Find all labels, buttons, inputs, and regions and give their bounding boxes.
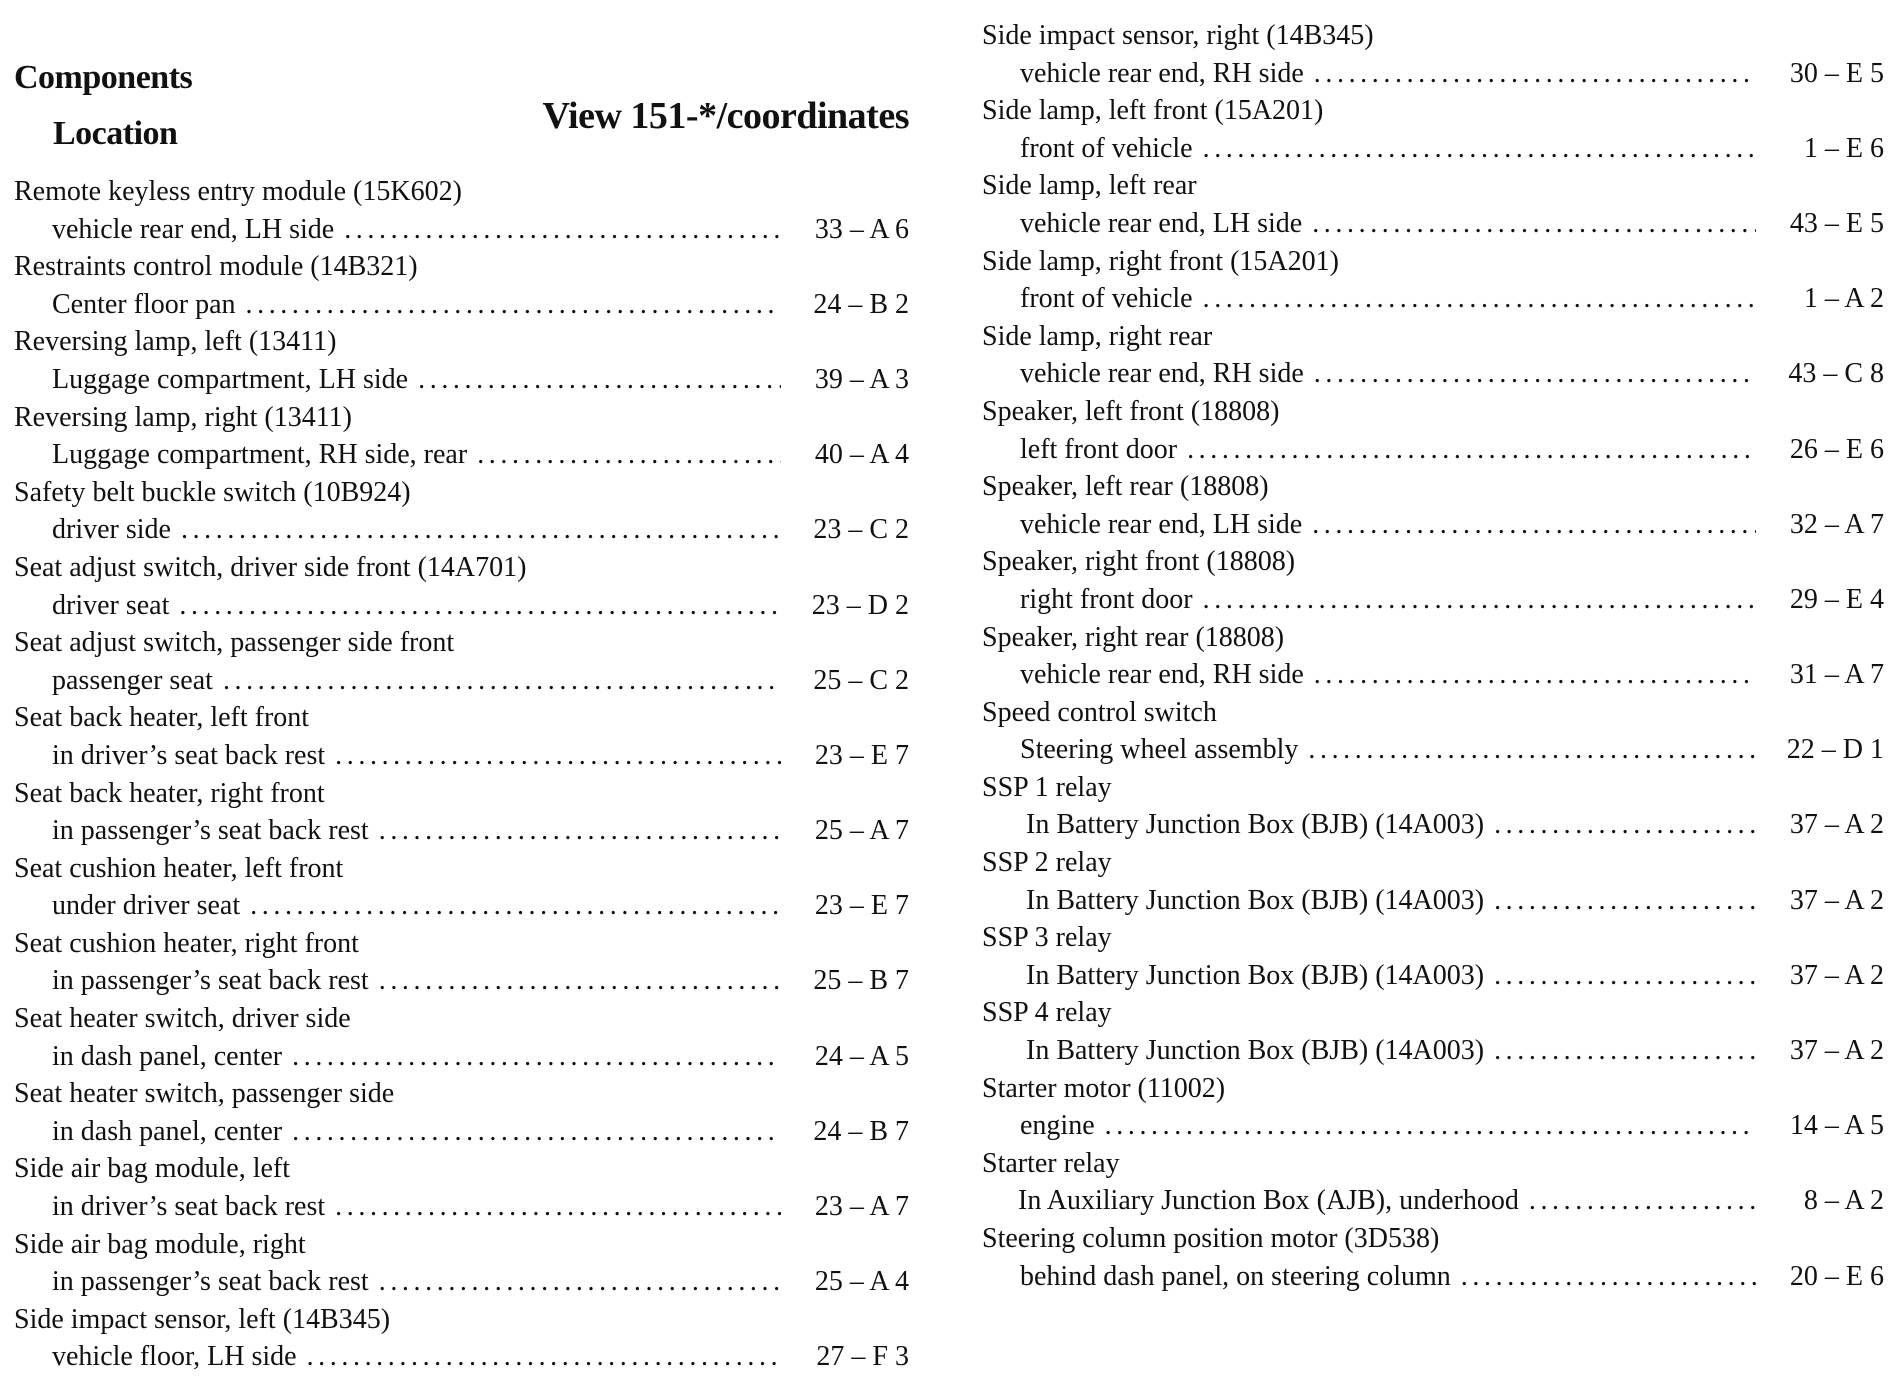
heading-location: Location [53, 115, 178, 152]
dot-leader [1105, 1107, 1756, 1145]
component-location: Luggage compartment, LH side [52, 363, 409, 395]
component-coordinate: 43 – E 5 [1789, 207, 1884, 239]
dot-leader [292, 1038, 781, 1076]
component-location-row [14, 737, 909, 775]
component-location-row [982, 1032, 1884, 1070]
component-location-row [982, 280, 1884, 318]
component-location: engine [1020, 1110, 1095, 1142]
component-name: Seat heater switch, passenger side [14, 1078, 395, 1110]
right-column [982, 17, 1884, 1295]
component-location: in dash panel, center [52, 1115, 283, 1147]
dot-leader [1314, 55, 1756, 93]
component-name: Seat adjust switch, passenger side front [14, 627, 455, 659]
component-entry [982, 543, 1884, 618]
component-coordinate: 32 – A 7 [1789, 508, 1884, 540]
component-entry [982, 994, 1884, 1069]
component-location-row [14, 1113, 909, 1151]
component-name: Speaker, left rear (18808) [982, 471, 1269, 503]
component-location: vehicle rear end, RH side [1020, 659, 1304, 691]
component-entry [982, 243, 1884, 318]
component-entry [982, 1145, 1884, 1220]
component-location-row [982, 656, 1884, 694]
dot-leader [335, 737, 781, 775]
component-location: driver side [52, 514, 171, 546]
component-name: Starter motor (11002) [982, 1072, 1226, 1104]
component-location-row [14, 511, 909, 549]
component-entry [14, 624, 909, 699]
component-coordinate: 27 – F 3 [816, 1341, 909, 1373]
component-location-row [982, 1258, 1884, 1296]
component-entry [982, 167, 1884, 242]
component-name: Side lamp, right rear [982, 320, 1213, 352]
component-location-row [14, 211, 909, 249]
dot-leader [379, 1263, 781, 1301]
dot-leader [1187, 431, 1756, 469]
component-coordinate: 25 – A 4 [814, 1266, 909, 1298]
component-location: front of vehicle [1020, 283, 1193, 315]
component-coordinate: 37 – A 2 [1789, 959, 1884, 991]
dot-leader [1461, 1258, 1756, 1296]
component-entry [982, 468, 1884, 543]
component-location: vehicle rear end, LH side [1020, 207, 1303, 239]
component-coordinate: 1 – E 6 [1803, 132, 1884, 164]
component-name: Side air bag module, right [14, 1228, 306, 1260]
dot-leader [181, 511, 781, 549]
component-coordinate: 23 – A 7 [814, 1191, 909, 1223]
component-entry [982, 393, 1884, 468]
dot-leader [1312, 205, 1756, 243]
component-location: in dash panel, center [52, 1040, 283, 1072]
component-coordinate: 20 – E 6 [1789, 1260, 1884, 1292]
component-entry [14, 925, 909, 1000]
dot-leader [246, 286, 782, 324]
component-name: Seat heater switch, driver side [14, 1003, 351, 1035]
component-location: In Battery Junction Box (BJB) (14A003) [1026, 884, 1485, 916]
dot-leader [1314, 656, 1756, 694]
component-location-row [982, 130, 1884, 168]
component-entry [982, 17, 1884, 92]
component-location: left front door [1020, 433, 1178, 465]
component-location: behind dash panel, on steering column [1020, 1260, 1451, 1292]
component-name: Seat cushion heater, right front [14, 927, 359, 959]
component-coordinate: 37 – A 2 [1789, 1035, 1884, 1067]
component-coordinate: 40 – A 4 [814, 439, 909, 471]
component-entry [14, 248, 909, 323]
component-name: Speed control switch [982, 696, 1217, 728]
component-location: Center floor pan [52, 288, 236, 320]
dot-leader [307, 1338, 781, 1376]
component-entry [14, 173, 909, 248]
dot-leader [292, 1113, 781, 1151]
component-location-row [14, 286, 909, 324]
component-name: Side lamp, right front (15A201) [982, 245, 1339, 277]
component-coordinate: 37 – A 2 [1789, 809, 1884, 841]
component-entry [14, 850, 909, 925]
component-location: In Battery Junction Box (BJB) (14A003) [1026, 809, 1485, 841]
component-location: In Battery Junction Box (BJB) (14A003) [1026, 959, 1485, 991]
component-coordinate: 1 – A 2 [1803, 283, 1884, 315]
component-coordinate: 23 – D 2 [811, 589, 909, 621]
component-coordinate: 26 – E 6 [1789, 433, 1884, 465]
dot-leader [1494, 882, 1756, 920]
heading-components: Components [14, 59, 193, 96]
component-location-row [14, 887, 909, 925]
component-name: Reversing lamp, left (13411) [14, 326, 337, 358]
component-coordinate: 25 – B 7 [813, 965, 909, 997]
component-coordinate: 8 – A 2 [1803, 1185, 1884, 1217]
component-coordinate: 23 – E 7 [814, 890, 909, 922]
component-entry [14, 399, 909, 474]
component-name: Seat adjust switch, driver side front (14A701) [14, 551, 527, 583]
component-name: Side lamp, left rear [982, 170, 1197, 202]
component-name: SSP 2 relay [982, 847, 1112, 879]
component-location-row [14, 1338, 909, 1376]
component-entry [14, 549, 909, 624]
dot-leader [1314, 355, 1756, 393]
component-location-row [14, 962, 909, 1000]
dot-leader [1203, 280, 1756, 318]
component-name: Safety belt buckle switch (10B924) [14, 476, 411, 508]
component-name: Starter relay [982, 1147, 1120, 1179]
component-name: Speaker, right front (18808) [982, 546, 1296, 578]
component-location-row [14, 587, 909, 625]
component-entry [982, 769, 1884, 844]
dot-leader [477, 436, 781, 474]
component-location: Steering wheel assembly [1020, 734, 1299, 766]
component-location-row [14, 436, 909, 474]
component-location: in passenger’s seat back rest [52, 815, 369, 847]
component-name: Speaker, right rear (18808) [982, 621, 1285, 653]
component-location-row [982, 55, 1884, 93]
dot-leader [223, 662, 781, 700]
component-location: In Battery Junction Box (BJB) (14A003) [1026, 1035, 1485, 1067]
component-location: in driver’s seat back rest [52, 1191, 326, 1223]
component-name: SSP 3 relay [982, 922, 1112, 954]
component-entry [14, 1150, 909, 1225]
component-location: vehicle rear end, RH side [1020, 57, 1304, 89]
component-name: Speaker, left front (18808) [982, 395, 1280, 427]
component-entry [982, 92, 1884, 167]
component-name: Side lamp, left front (15A201) [982, 95, 1324, 127]
dot-leader [418, 361, 781, 399]
dot-leader [179, 587, 781, 625]
component-location-row [982, 806, 1884, 844]
component-coordinate: 29 – E 4 [1789, 583, 1884, 615]
component-coordinate: 33 – A 6 [814, 213, 909, 245]
component-coordinate: 24 – A 5 [814, 1040, 909, 1072]
component-name: SSP 1 relay [982, 771, 1112, 803]
component-name: Side impact sensor, left (14B345) [14, 1303, 391, 1335]
component-entry [14, 474, 909, 549]
component-name: Steering column position motor (3D538) [982, 1223, 1440, 1254]
component-entry [14, 1075, 909, 1150]
component-coordinate: 24 – B 7 [813, 1115, 909, 1147]
dot-leader [1494, 1032, 1756, 1070]
component-location: front of vehicle [1020, 132, 1193, 164]
component-name: Reversing lamp, right (13411) [14, 401, 353, 433]
component-location: driver seat [52, 589, 170, 621]
component-entry [14, 323, 909, 398]
dot-leader [335, 1188, 781, 1226]
component-coordinate: 23 – C 2 [813, 514, 909, 546]
component-location-row [14, 361, 909, 399]
component-location-row [14, 812, 909, 850]
dot-leader [1529, 1182, 1756, 1220]
dot-leader [250, 887, 781, 925]
component-location: passenger seat [52, 664, 213, 696]
component-location-row [982, 205, 1884, 243]
component-location: vehicle rear end, LH side [52, 213, 335, 245]
component-location: In Auxiliary Junction Box (AJB), underhood [1018, 1185, 1519, 1217]
component-location: vehicle rear end, LH side [1020, 508, 1303, 540]
dot-leader [1312, 506, 1756, 544]
component-location-row [982, 1182, 1884, 1220]
component-entry [982, 844, 1884, 919]
component-location-row [14, 1263, 909, 1301]
dot-leader [1494, 957, 1756, 995]
component-name: Seat back heater, right front [14, 777, 325, 809]
component-location: in passenger’s seat back rest [52, 965, 369, 997]
component-name: Seat cushion heater, left front [14, 852, 344, 884]
left-column [14, 173, 909, 1376]
component-location: vehicle floor, LH side [52, 1341, 297, 1373]
component-location: in passenger’s seat back rest [52, 1266, 369, 1298]
dot-leader [344, 211, 781, 249]
component-name: Side air bag module, left [14, 1153, 291, 1185]
component-entry [982, 619, 1884, 694]
component-entry [14, 775, 909, 850]
component-entry [14, 1000, 909, 1075]
component-name: SSP 4 relay [982, 997, 1112, 1029]
component-coordinate: 24 – B 2 [813, 288, 909, 320]
component-coordinate: 37 – A 2 [1789, 884, 1884, 916]
component-coordinate: 14 – A 5 [1789, 1110, 1884, 1142]
component-entry [982, 1070, 1884, 1145]
component-location: Luggage compartment, RH side, rear [52, 439, 468, 471]
component-entry [14, 1301, 909, 1376]
component-location-row [982, 957, 1884, 995]
dot-leader [1203, 130, 1756, 168]
component-coordinate: 25 – A 7 [814, 815, 909, 847]
component-location-row [982, 581, 1884, 619]
dot-leader [379, 812, 781, 850]
component-entry [982, 1220, 1884, 1295]
component-location-row [982, 1107, 1884, 1145]
component-location: under driver seat [52, 890, 241, 922]
component-coordinate: 23 – E 7 [814, 739, 909, 771]
component-coordinate: 22 – D 1 [1786, 734, 1884, 766]
component-location: right front door [1020, 583, 1193, 615]
component-coordinate: 25 – C 2 [813, 664, 909, 696]
component-location-row [982, 355, 1884, 393]
component-name: Side impact sensor, right (14B345) [982, 20, 1374, 51]
component-location-row [982, 882, 1884, 920]
component-location-row [982, 731, 1884, 769]
component-entry [14, 1226, 909, 1301]
component-entry [982, 694, 1884, 769]
component-location-row [14, 1038, 909, 1076]
component-location-row [982, 506, 1884, 544]
component-coordinate: 30 – E 5 [1789, 57, 1884, 89]
component-location-row [14, 1188, 909, 1226]
component-entry [982, 318, 1884, 393]
heading-view-coordinates: View 151-*/coordinates [542, 95, 909, 137]
component-location: in driver’s seat back rest [52, 739, 326, 771]
component-coordinate: 39 – A 3 [814, 363, 909, 395]
component-entry [14, 699, 909, 774]
component-location-row [14, 662, 909, 700]
dot-leader [379, 962, 781, 1000]
component-location-row [982, 431, 1884, 469]
component-coordinate: 43 – C 8 [1788, 358, 1884, 390]
component-name: Seat back heater, left front [14, 702, 310, 734]
component-location: vehicle rear end, RH side [1020, 358, 1304, 390]
component-name: Remote keyless entry module (15K602) [14, 176, 462, 207]
dot-leader [1494, 806, 1756, 844]
component-entry [982, 919, 1884, 994]
dot-leader [1203, 581, 1756, 619]
component-name: Restraints control module (14B321) [14, 251, 418, 283]
component-coordinate: 31 – A 7 [1789, 659, 1884, 691]
dot-leader [1308, 731, 1756, 769]
